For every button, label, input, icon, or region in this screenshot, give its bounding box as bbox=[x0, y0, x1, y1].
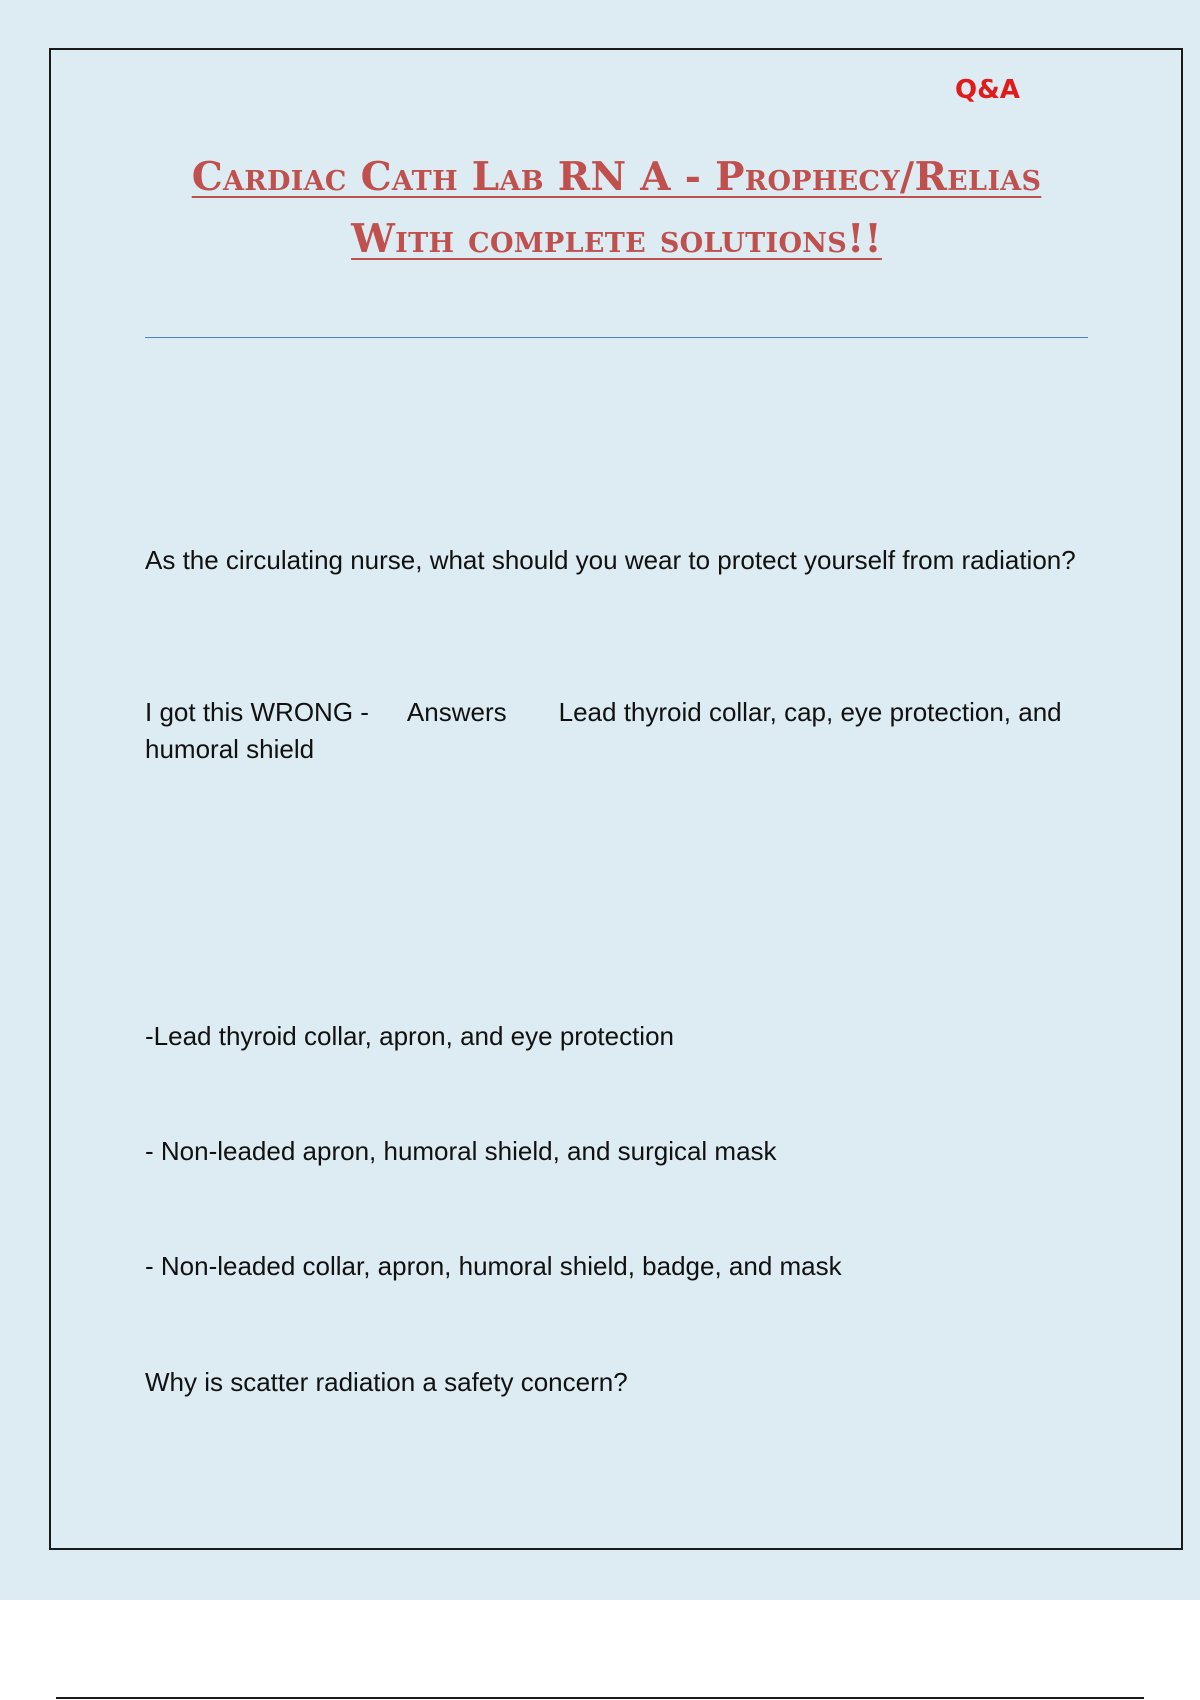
document-title: Cardiac Cath Lab RN A - Prophecy/Relias With complete solutions!! bbox=[191, 154, 1042, 262]
answer-option: - Non-leaded apron, humoral shield, and surgical mask bbox=[145, 1136, 777, 1166]
footer-divider bbox=[56, 1697, 1144, 1699]
title-divider bbox=[145, 337, 1088, 338]
qa-badge: Q&A bbox=[955, 75, 1020, 105]
answer-option: -Lead thyroid collar, apron, and eye protection bbox=[145, 1021, 675, 1051]
result-note: I got this WRONG - bbox=[145, 697, 369, 727]
answer-option: - Non-leaded collar, apron, humoral shield, badge, and mask bbox=[145, 1251, 842, 1281]
correct-answer: Lead thyroid collar, cap, eye protection, and humoral shield bbox=[145, 697, 1062, 764]
question-text: Why is scatter radiation a safety concern? bbox=[145, 1367, 628, 1397]
answers-label: Answers bbox=[406, 697, 507, 727]
page-border-frame bbox=[49, 48, 1183, 1550]
answer-line bbox=[145, 694, 1090, 768]
question-text: As the circulating nurse, what should you wear to protect yourself from radiation? bbox=[145, 545, 1076, 575]
